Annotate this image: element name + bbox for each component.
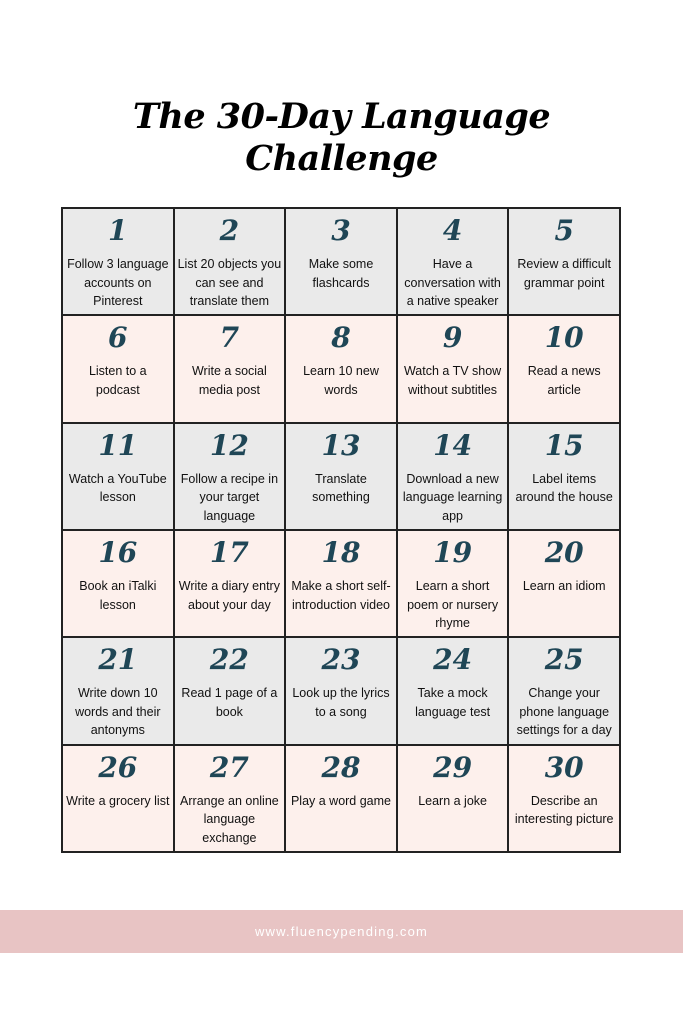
day-number: 26 [98,750,138,784]
day-number: 14 [433,428,473,462]
day-number: 20 [544,536,584,569]
day-task: Take a mock language test [415,686,491,719]
day-task: Write down 10 words and their antonyms [75,686,161,738]
title-line-2: Challenge [245,138,438,179]
day-task: Download a new language learning app [402,471,503,523]
day-task: Translate something [312,471,370,505]
day-task: Play a word game [290,793,392,808]
day-task: Change your phone language settings for a day [516,686,612,738]
page-title [0,96,683,180]
day-cell [175,638,287,745]
day-task: Arrange an online language exchange [180,793,279,845]
day-task: Review a difficult grammar point [517,257,611,290]
day-number: 2 [219,214,240,247]
footer-url[interactable]: www.fluencypending.com [254,924,429,939]
day-cell [509,746,621,853]
day-task: Look up the lyrics to a song [292,686,390,719]
day-cell [63,209,175,316]
day-task: Follow a recipe in your target language [180,471,279,523]
day-task: Watch a TV show without subtitles [403,364,502,397]
day-cell [398,209,510,316]
day-task: Make a short self-introduction video [291,579,391,612]
day-cell [63,424,175,531]
day-task: Learn a short poem or nursery rhyme [407,579,499,630]
day-number: 6 [108,321,128,355]
day-cell [286,316,398,423]
day-task: Read 1 page of a book [181,686,278,719]
day-number: 10 [544,321,584,355]
day-cell [286,638,398,745]
day-number: 11 [98,428,138,462]
day-cell [509,209,621,316]
day-task: Write a diary entry about your day [178,579,280,612]
day-cell [286,746,398,853]
day-number: 18 [321,536,361,569]
day-task: Listen to a podcast [88,364,147,397]
day-number: 12 [209,428,249,462]
day-cell [509,424,621,531]
day-cell [286,424,398,531]
footer-bar [0,910,683,953]
day-number: 28 [321,750,361,784]
day-task: Learn a joke [418,793,487,808]
day-cell [63,316,175,423]
day-cell [398,746,510,853]
day-number: 8 [331,321,351,355]
day-number: 21 [98,643,138,677]
day-cell [175,316,287,423]
day-number: 16 [98,536,138,569]
day-number: 1 [108,214,128,247]
day-number: 24 [433,643,473,677]
day-cell [509,316,621,423]
day-number: 15 [544,428,584,462]
day-number: 30 [544,750,584,784]
day-task: Follow 3 language accounts on Pinterest [67,257,169,308]
day-cell [63,638,175,745]
day-task: Make some flashcards [308,257,374,290]
day-task: Describe an interesting picture [514,793,614,827]
day-task: Learn an idiom [522,579,606,593]
day-cell [63,531,175,638]
day-task: Write a social media post [191,364,267,397]
day-cell [175,531,287,638]
day-task: Learn 10 new words [303,364,379,397]
day-cell [286,209,398,316]
day-cell [175,424,287,531]
day-cell [175,746,287,853]
day-task: Label items around the house [515,471,613,505]
title-line-1: The 30-Day Language [132,96,551,137]
day-task: Book an iTalki lesson [79,579,157,612]
day-task: Have a conversation with a native speaker [404,257,501,308]
day-number: 29 [433,750,473,784]
day-task: Watch a YouTube lesson [68,471,167,505]
day-task: Write a grocery list [66,793,170,808]
day-number: 23 [321,643,361,677]
day-cell [398,316,510,423]
day-cell [398,424,510,531]
day-cell [398,531,510,638]
day-number: 4 [442,214,463,247]
day-number: 3 [331,214,351,247]
day-number: 19 [433,536,473,569]
day-number: 9 [442,321,463,355]
day-cell [509,531,621,638]
day-number: 5 [554,214,574,247]
day-cell [398,638,510,745]
day-number: 22 [209,643,249,677]
day-number: 27 [209,750,249,784]
day-cell [63,746,175,853]
day-cell [509,638,621,745]
day-number: 7 [219,321,240,355]
day-number: 17 [209,536,249,569]
day-cell [286,531,398,638]
day-cell [175,209,287,316]
challenge-grid [61,207,621,853]
day-number: 13 [321,428,361,462]
day-task: Read a news article [527,364,601,397]
day-task: List 20 objects you can see and translate them [177,257,282,308]
day-number: 25 [544,643,584,677]
